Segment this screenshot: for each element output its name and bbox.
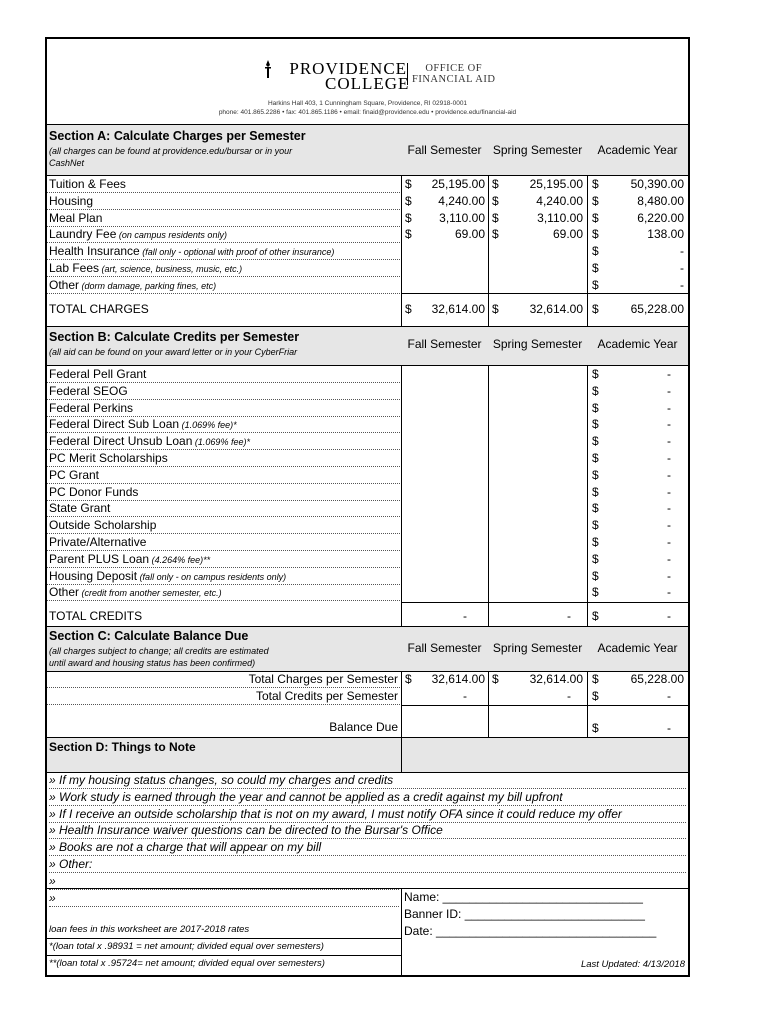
section-d-title: Section D: Things to Note	[49, 740, 196, 754]
charges-fall-dollar: $	[405, 672, 412, 686]
charge-row-3-spring: 69.00	[552, 227, 583, 242]
charge-row-0-label: Tuition & Fees	[49, 177, 126, 191]
charge-row-1-spring: 4,240.00	[536, 193, 583, 208]
credit-row-1-year-dollar: $	[592, 383, 599, 398]
footnote-2: **(loan total x .95724= net amount; divided equal over semesters)	[49, 958, 325, 969]
balance-year-dollar: $	[592, 721, 599, 735]
charge-row-1-label: Housing	[49, 193, 94, 208]
credit-row-11-label-box	[47, 551, 400, 568]
credits-spring-value: -	[567, 689, 571, 703]
credit-row-3-year: -	[667, 417, 671, 432]
credit-row-12-label-box	[47, 568, 400, 585]
charge-row-6-note: (dorm damage, parking fines, etc)	[79, 280, 217, 291]
c-divider-6	[488, 705, 489, 737]
credit-row-0	[47, 366, 688, 383]
brand-name	[287, 61, 409, 91]
section-a-subtitle2: CashNet	[49, 158, 85, 168]
credit-row-10	[47, 534, 688, 551]
total-credits-row-label-box	[47, 608, 400, 624]
credit-row-2	[47, 400, 688, 417]
credit-row-5-label: PC Merit Scholarships	[49, 451, 168, 465]
credit-row-2-label: Federal Perkins	[49, 400, 134, 415]
total-credits-row	[47, 608, 688, 625]
credit-row-6-year-dollar: $	[592, 467, 599, 482]
brand-line1: PROVIDENCE	[289, 59, 408, 78]
credit-row-12	[47, 568, 688, 585]
total-charges-row-label: TOTAL CHARGES	[49, 302, 149, 316]
charge-row-2	[47, 210, 688, 227]
credit-row-13-label: Other (credit from another semester, etc.)	[49, 585, 222, 600]
credit-row-7-label-box	[47, 484, 400, 501]
charge-row-1-year-dollar: $	[592, 193, 599, 208]
charges-year-value: 65,228.00	[630, 672, 684, 686]
charge-row-4-year: -	[680, 244, 684, 259]
credit-row-6-label: PC Grant	[49, 467, 100, 482]
charge-row-1-fall-dollar: $	[405, 193, 412, 208]
credit-row-1-year: -	[667, 383, 671, 398]
office-line1: OFFICE OF	[425, 63, 483, 74]
contact-line: phone: 401.865.2286 • fax: 401.865.1186 • email: finaid@providence.edu • providence.edu/financial-aid	[218, 109, 517, 116]
section-b-subtitle: (all aid can be found on your award letter or in your CyberFriar	[49, 347, 298, 357]
total-charges-fall: 32,614.00	[431, 302, 485, 316]
col-spring-c: Spring Semester	[492, 641, 583, 655]
charge-row-0-fall: 25,195.00	[431, 177, 485, 191]
note-item-7: »	[49, 890, 399, 907]
credit-row-1-label: Federal SEOG	[49, 383, 128, 398]
section-c-title: Section C: Calculate Balance Due	[49, 629, 249, 643]
credit-row-8-label: State Grant	[49, 501, 111, 516]
address-block	[47, 99, 688, 117]
charge-row-3-label: Laundry Fee (on campus residents only)	[49, 227, 227, 242]
col-year-c: Academic Year	[597, 641, 678, 655]
credit-row-9-year-dollar: $	[592, 518, 599, 533]
address-line: Harkins Hall 403, 1 Cunningham Square, Providence, RI 02918-0001	[267, 100, 468, 107]
footer-line-2	[47, 938, 401, 939]
charge-row-3	[47, 226, 688, 243]
section-a-title: Section A: Calculate Charges per Semester	[49, 129, 306, 143]
credit-row-5	[47, 450, 688, 467]
credit-row-4-year: -	[667, 434, 671, 449]
credit-row-0-label-box	[47, 366, 400, 383]
section-b-header	[47, 326, 688, 366]
section-c-header	[47, 626, 688, 672]
credit-row-0-year-dollar: $	[592, 367, 599, 381]
credit-row-7-year: -	[667, 484, 671, 499]
credit-row-3-note: (1.069% fee)*	[179, 420, 237, 431]
total-charges-row-label-box	[47, 301, 400, 317]
credit-row-13-note: (credit from another semester, etc.)	[79, 588, 222, 599]
a-total-separator	[401, 293, 688, 294]
charge-row-1-fall: 4,240.00	[438, 193, 485, 208]
credit-row-13	[47, 584, 688, 601]
credit-row-8-label-box	[47, 500, 400, 517]
footer-divider	[401, 888, 402, 977]
col-year-a: Academic Year	[597, 143, 678, 157]
credit-row-13-label-box	[47, 584, 400, 601]
charge-row-5-note: (art, science, business, music, etc.)	[99, 264, 243, 274]
credit-row-9-label-box	[47, 517, 400, 534]
credit-row-5-label-box	[47, 450, 400, 467]
credit-row-2-label-box	[47, 400, 400, 417]
charge-row-2-label: Meal Plan	[49, 210, 103, 225]
total-charges-fall-dollar: $	[405, 302, 412, 316]
col-fall-b: Fall Semester	[407, 337, 482, 351]
note-item-6: »	[49, 873, 399, 890]
charge-row-3-year-dollar: $	[592, 227, 599, 242]
col-fall-c: Fall Semester	[407, 641, 482, 655]
total-charges-row	[47, 301, 688, 318]
credits-year-value: -	[667, 689, 671, 703]
credit-row-7	[47, 484, 688, 501]
note-item-1: » Work study is earned through the year and cannot be applied as a credit against my bill upfront	[49, 789, 686, 806]
credit-row-0-label: Federal Pell Grant	[49, 367, 147, 381]
brand-line2: COLLEGE	[325, 74, 410, 93]
charge-row-2-label-box	[47, 210, 400, 227]
charge-row-5-label: Lab Fees (art, science, business, music, etc.)	[49, 261, 243, 275]
credits-fall-value: -	[463, 689, 467, 703]
c-divider-4	[401, 705, 688, 706]
credit-row-13-year: -	[667, 585, 671, 600]
charge-row-3-spring-dollar: $	[492, 227, 499, 242]
credit-row-10-year-dollar: $	[592, 535, 599, 549]
note-item-5: » Other:	[49, 856, 686, 873]
total-credits-year-dollar: $	[592, 609, 599, 623]
charge-row-6-year-dollar: $	[592, 277, 599, 292]
col-year-b: Academic Year	[597, 337, 678, 351]
letterhead	[47, 39, 688, 124]
credit-row-8	[47, 500, 688, 517]
credit-row-3	[47, 416, 688, 433]
credit-row-8-year: -	[667, 501, 671, 516]
charge-row-6-label-box	[47, 277, 400, 294]
charge-row-5	[47, 260, 688, 277]
credits-year-dollar: $	[592, 689, 599, 703]
credit-row-6	[47, 467, 688, 484]
credits-row-label-box	[47, 688, 400, 705]
total-charges-label: Total Charges per Semester	[248, 672, 398, 686]
charge-row-2-year-dollar: $	[592, 210, 599, 225]
b-col-line-2	[587, 366, 588, 626]
credit-row-3-year-dollar: $	[592, 417, 599, 432]
credit-row-4-year-dollar: $	[592, 434, 599, 449]
total-credits-spring: -	[567, 609, 571, 623]
col-spring-a: Spring Semester	[492, 143, 583, 157]
charge-row-0-fall-dollar: $	[405, 177, 412, 191]
charge-row-0-label-box	[47, 176, 400, 193]
note-item-4: » Books are not a charge that will appear on my bill	[49, 839, 686, 856]
section-c-subtitle2: until award and housing status has been confirmed)	[49, 658, 256, 668]
b-total-separator	[401, 602, 688, 603]
total-charges-spring-dollar: $	[492, 302, 499, 316]
credit-row-4-label: Federal Direct Unsub Loan (1.069% fee)*	[49, 434, 250, 449]
credit-row-11-year-dollar: $	[592, 551, 599, 566]
charges-spring-dollar: $	[492, 672, 499, 686]
banner-id-field[interactable]: Banner ID: ___________________________	[404, 907, 645, 921]
charge-row-5-year-dollar: $	[592, 261, 599, 275]
credit-row-11	[47, 551, 688, 568]
c-divider-1	[401, 671, 402, 705]
b-col-line-1	[488, 366, 489, 626]
credit-row-11-note: (4.264% fee)**	[149, 554, 211, 565]
charges-year-dollar: $	[592, 672, 599, 686]
charge-row-4-label: Health Insurance (fall only - optional with proof of other insurance)	[49, 244, 335, 259]
charge-row-4-note: (fall only - optional with proof of other insurance)	[139, 247, 335, 258]
charge-row-0-year: 50,390.00	[630, 177, 684, 191]
charge-row-4	[47, 243, 688, 260]
charge-row-1-label-box	[47, 193, 400, 210]
note-item-2: » If I receive an outside scholarship that is not on my award, I must notify OFA since it could reduce my offer	[49, 806, 686, 823]
credit-row-2-year: -	[667, 400, 671, 415]
credit-row-0-year: -	[667, 367, 671, 381]
name-field[interactable]: Name: ______________________________	[404, 890, 643, 904]
charge-row-0	[47, 176, 688, 193]
charge-row-3-year: 138.00	[647, 227, 684, 242]
credit-row-8-year-dollar: $	[592, 501, 599, 516]
c-divider-2	[488, 671, 489, 705]
charge-row-1-spring-dollar: $	[492, 193, 499, 208]
charge-row-6-year: -	[680, 277, 684, 292]
footer-top-line	[47, 888, 688, 889]
credit-row-4-label-box	[47, 433, 400, 450]
worksheet	[45, 37, 690, 977]
charge-row-1	[47, 193, 688, 210]
b-col-line-0	[401, 366, 402, 626]
total-charges-year: 65,228.00	[630, 302, 684, 316]
charge-row-6	[47, 277, 688, 294]
charge-row-4-year-dollar: $	[592, 244, 599, 259]
total-charges-spring: 32,614.00	[529, 302, 583, 316]
credit-row-6-year: -	[667, 467, 671, 482]
credit-row-12-year-dollar: $	[592, 568, 599, 583]
date-field[interactable]: Date: _________________________________	[404, 924, 657, 938]
credit-row-7-year-dollar: $	[592, 484, 599, 499]
credit-row-11-year: -	[667, 551, 671, 566]
footnote-1: *(loan total x .98931 = net amount; divided equal over semesters)	[49, 941, 324, 952]
section-a-header	[47, 124, 688, 176]
charge-row-4-label-box	[47, 243, 400, 260]
credit-row-12-year: -	[667, 568, 671, 583]
c-divider-7	[587, 705, 588, 737]
credit-row-4-note: (1.069% fee)*	[192, 437, 250, 448]
credit-row-3-label: Federal Direct Sub Loan (1.069% fee)*	[49, 417, 237, 432]
credit-row-1	[47, 383, 688, 400]
section-b-title: Section B: Calculate Credits per Semester	[49, 330, 300, 344]
office-line2: FINANCIAL AID	[412, 74, 496, 85]
section-a-subtitle: (all charges can be found at providence.edu/bursar or in your	[49, 146, 293, 156]
charge-row-2-fall-dollar: $	[405, 210, 412, 225]
credit-row-5-year: -	[667, 451, 671, 465]
charge-row-0-spring-dollar: $	[492, 177, 499, 191]
charges-fall-value: 32,614.00	[431, 672, 485, 686]
balance-year-value: -	[667, 721, 671, 735]
col-fall-a: Fall Semester	[407, 143, 482, 157]
credit-row-6-label-box	[47, 467, 400, 484]
c-divider-3	[587, 671, 588, 705]
charge-row-2-spring: 3,110.00	[537, 210, 583, 225]
c-divider-5	[401, 705, 402, 737]
credit-row-10-year: -	[667, 535, 671, 549]
total-credits-year: -	[667, 609, 671, 623]
charge-row-2-fall: 3,110.00	[439, 210, 485, 225]
credit-row-10-label: Private/Alternative	[49, 535, 147, 549]
section-c-subtitle: (all charges subject to change; all credits are estimated	[49, 646, 269, 656]
charges-row-label-box	[47, 671, 400, 688]
credit-row-2-year-dollar: $	[592, 400, 599, 415]
note-item-0: » If my housing status changes, so could my charges and credits	[49, 772, 686, 789]
credit-row-12-note: (fall only - on campus residents only)	[137, 571, 287, 582]
note-item-3: » Health Insurance waiver questions can be directed to the Bursar's Office	[49, 822, 686, 839]
credit-row-9	[47, 517, 688, 534]
loan-fee-note: loan fees in this worksheet are 2017-2018 rates	[49, 924, 250, 935]
footer-line-3	[47, 955, 401, 956]
charge-row-3-fall-dollar: $	[405, 227, 412, 242]
charge-row-6-label: Other (dorm damage, parking fines, etc)	[49, 277, 217, 292]
charge-row-5-label-box	[47, 260, 400, 277]
last-updated: Last Updated: 4/13/2018	[580, 959, 685, 970]
total-credits-label: Total Credits per Semester	[255, 689, 398, 703]
charges-spring-value: 32,614.00	[529, 672, 583, 686]
section-d-header	[47, 737, 688, 773]
credit-row-5-year-dollar: $	[592, 451, 599, 465]
credit-row-4	[47, 433, 688, 450]
balance-due-label: Balance Due	[329, 720, 398, 734]
credit-row-9-year: -	[667, 518, 671, 533]
office-name	[407, 63, 495, 85]
charge-row-0-spring: 25,195.00	[529, 177, 583, 191]
credit-row-1-label-box	[47, 383, 400, 400]
credit-row-12-label: Housing Deposit (fall only - on campus residents only)	[49, 568, 287, 583]
charge-row-5-year: -	[680, 261, 684, 275]
charge-row-2-spring-dollar: $	[492, 210, 499, 225]
credit-row-13-year-dollar: $	[592, 585, 599, 600]
credit-row-10-label-box	[47, 534, 400, 551]
charge-row-2-year: 6,220.00	[637, 210, 684, 225]
charge-row-0-year-dollar: $	[592, 177, 599, 191]
charge-row-3-label-box	[47, 226, 400, 243]
credit-row-7-label: PC Donor Funds	[49, 484, 139, 499]
total-charges-year-dollar: $	[592, 302, 599, 316]
charge-row-1-year: 8,480.00	[637, 193, 684, 208]
charge-row-3-note: (on campus residents only)	[116, 230, 227, 241]
col-spring-b: Spring Semester	[492, 337, 583, 351]
torch-icon	[262, 59, 274, 79]
credit-row-11-label: Parent PLUS Loan (4.264% fee)**	[49, 551, 211, 566]
charge-row-3-fall: 69.00	[454, 227, 485, 242]
credit-row-3-label-box	[47, 416, 400, 433]
d-divider	[401, 738, 402, 772]
total-credits-fall: -	[463, 609, 467, 623]
total-credits-row-label: TOTAL CREDITS	[49, 609, 143, 623]
credit-row-9-label: Outside Scholarship	[49, 518, 157, 533]
